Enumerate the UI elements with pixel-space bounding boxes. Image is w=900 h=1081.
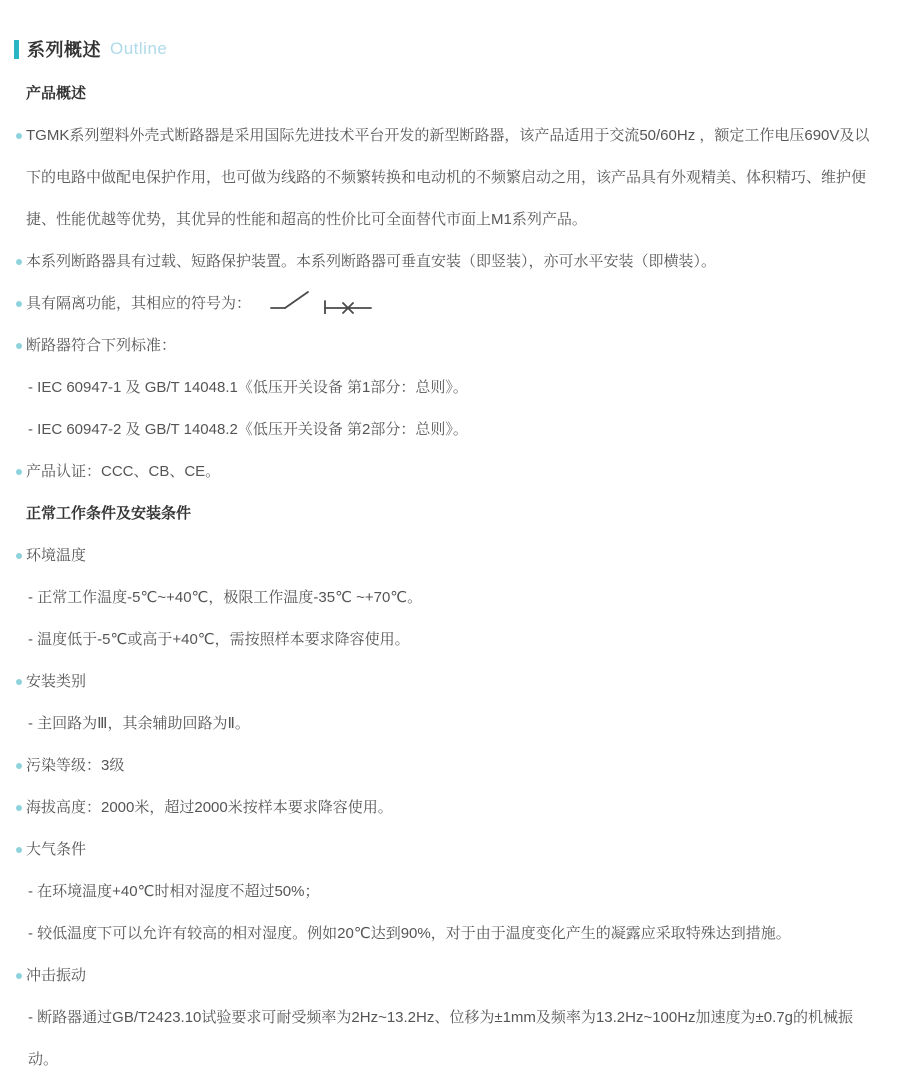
sub-item — [14, 703, 876, 745]
item-text: - 主回路为Ⅲ，其余辅助回路为Ⅱ。 — [28, 715, 250, 732]
bullet-dot-icon — [16, 679, 22, 685]
section-title — [14, 493, 876, 535]
content-list — [14, 73, 876, 1081]
isolation-function-symbol-icon — [269, 288, 373, 314]
bullet-dot-icon — [16, 469, 22, 475]
item-text: 正常工作条件及安装条件 — [26, 505, 192, 522]
item-text: 安装类别 — [26, 673, 87, 690]
bullet-item — [14, 451, 876, 493]
item-text: 污染等级：3级 — [26, 757, 125, 774]
sub-item — [14, 367, 876, 409]
sub-item — [14, 619, 876, 661]
page-title-cn: 系列概述 — [27, 40, 101, 60]
bullet-dot-icon — [16, 805, 22, 811]
bullet-item — [14, 241, 876, 283]
item-text: - 温度低于-5℃或高于+40℃，需按照样本要求降容使用。 — [28, 631, 410, 648]
item-text: - 在环境温度+40℃时相对湿度不超过50%； — [28, 883, 320, 900]
item-text: - IEC 60947-1 及 GB/T 14048.1《低压开关设备 第1部分：总则》。 — [28, 379, 468, 396]
sub-item — [14, 409, 876, 451]
item-text: 冲击振动 — [26, 967, 87, 984]
bullet-item — [14, 661, 876, 703]
bullet-dot-icon — [16, 847, 22, 853]
page-header — [14, 38, 876, 60]
page-title-en: Outline — [110, 39, 168, 58]
sub-item — [14, 577, 876, 619]
bullet-dot-icon — [16, 133, 22, 139]
sub-item — [14, 997, 876, 1081]
bullet-dot-icon — [16, 553, 22, 559]
item-text: - IEC 60947-2 及 GB/T 14048.2《低压开关设备 第2部分：总则》。 — [28, 421, 468, 438]
bullet-item — [14, 535, 876, 577]
bullet-item — [14, 955, 876, 997]
item-text: 环境温度 — [26, 547, 87, 564]
sub-item — [14, 913, 876, 955]
item-text: 产品认证：CCC、CB、CE。 — [26, 463, 221, 480]
bullet-item — [14, 745, 876, 787]
item-text: 本系列断路器具有过载、短路保护装置。本系列断路器可垂直安装（即竖装），亦可水平安装（即横装）。 — [26, 253, 717, 270]
item-text: 具有隔离功能，其相应的符号为： — [26, 295, 252, 312]
bullet-item — [14, 787, 876, 829]
bullet-dot-icon — [16, 343, 22, 349]
section-title — [14, 73, 876, 115]
item-text: 海拔高度：2000米，超过2000米按样本要求降容使用。 — [26, 799, 393, 816]
bullet-item — [14, 829, 876, 871]
item-text: - 较低温度下可以允许有较高的相对湿度。例如20℃达到90%，对于由于温度变化产生的凝露应采取特殊达到措施。 — [28, 925, 791, 942]
accent-bar-icon — [14, 40, 19, 59]
item-text: 断路器符合下列标准： — [26, 337, 177, 354]
item-text: 大气条件 — [26, 841, 87, 858]
sub-item — [14, 871, 876, 913]
item-text: - 正常工作温度-5℃~+40℃，极限工作温度-35℃ ~+70℃。 — [28, 589, 423, 606]
bullet-item — [14, 325, 876, 367]
bullet-dot-icon — [16, 763, 22, 769]
bullet-dot-icon — [16, 301, 22, 307]
bullet-dot-icon — [16, 973, 22, 979]
item-text: 产品概述 — [26, 85, 87, 102]
bullet-item — [14, 115, 876, 241]
bullet-item — [14, 283, 876, 325]
item-text: - 断路器通过GB/T2423.10试验要求可耐受频率为2Hz~13.2Hz、位移为±1mm及频率为13.2Hz~100Hz加速度为±0.7g的机械振动。 — [28, 1009, 853, 1068]
bullet-dot-icon — [16, 259, 22, 265]
item-text: TGMK系列塑料外壳式断路器是采用国际先进技术平台开发的新型断路器，该产品适用于交流50/60Hz ，额定工作电压690V及以下的电路中做配电保护作用，也可做为线路的不频繁转换和电动机的不频繁启动之用，该产品具有外观精美、体积精巧、维护便捷、性能优越等优势，其优异的性能和超高的性价比可全面替代市面上M1系列产品。 — [26, 127, 870, 228]
